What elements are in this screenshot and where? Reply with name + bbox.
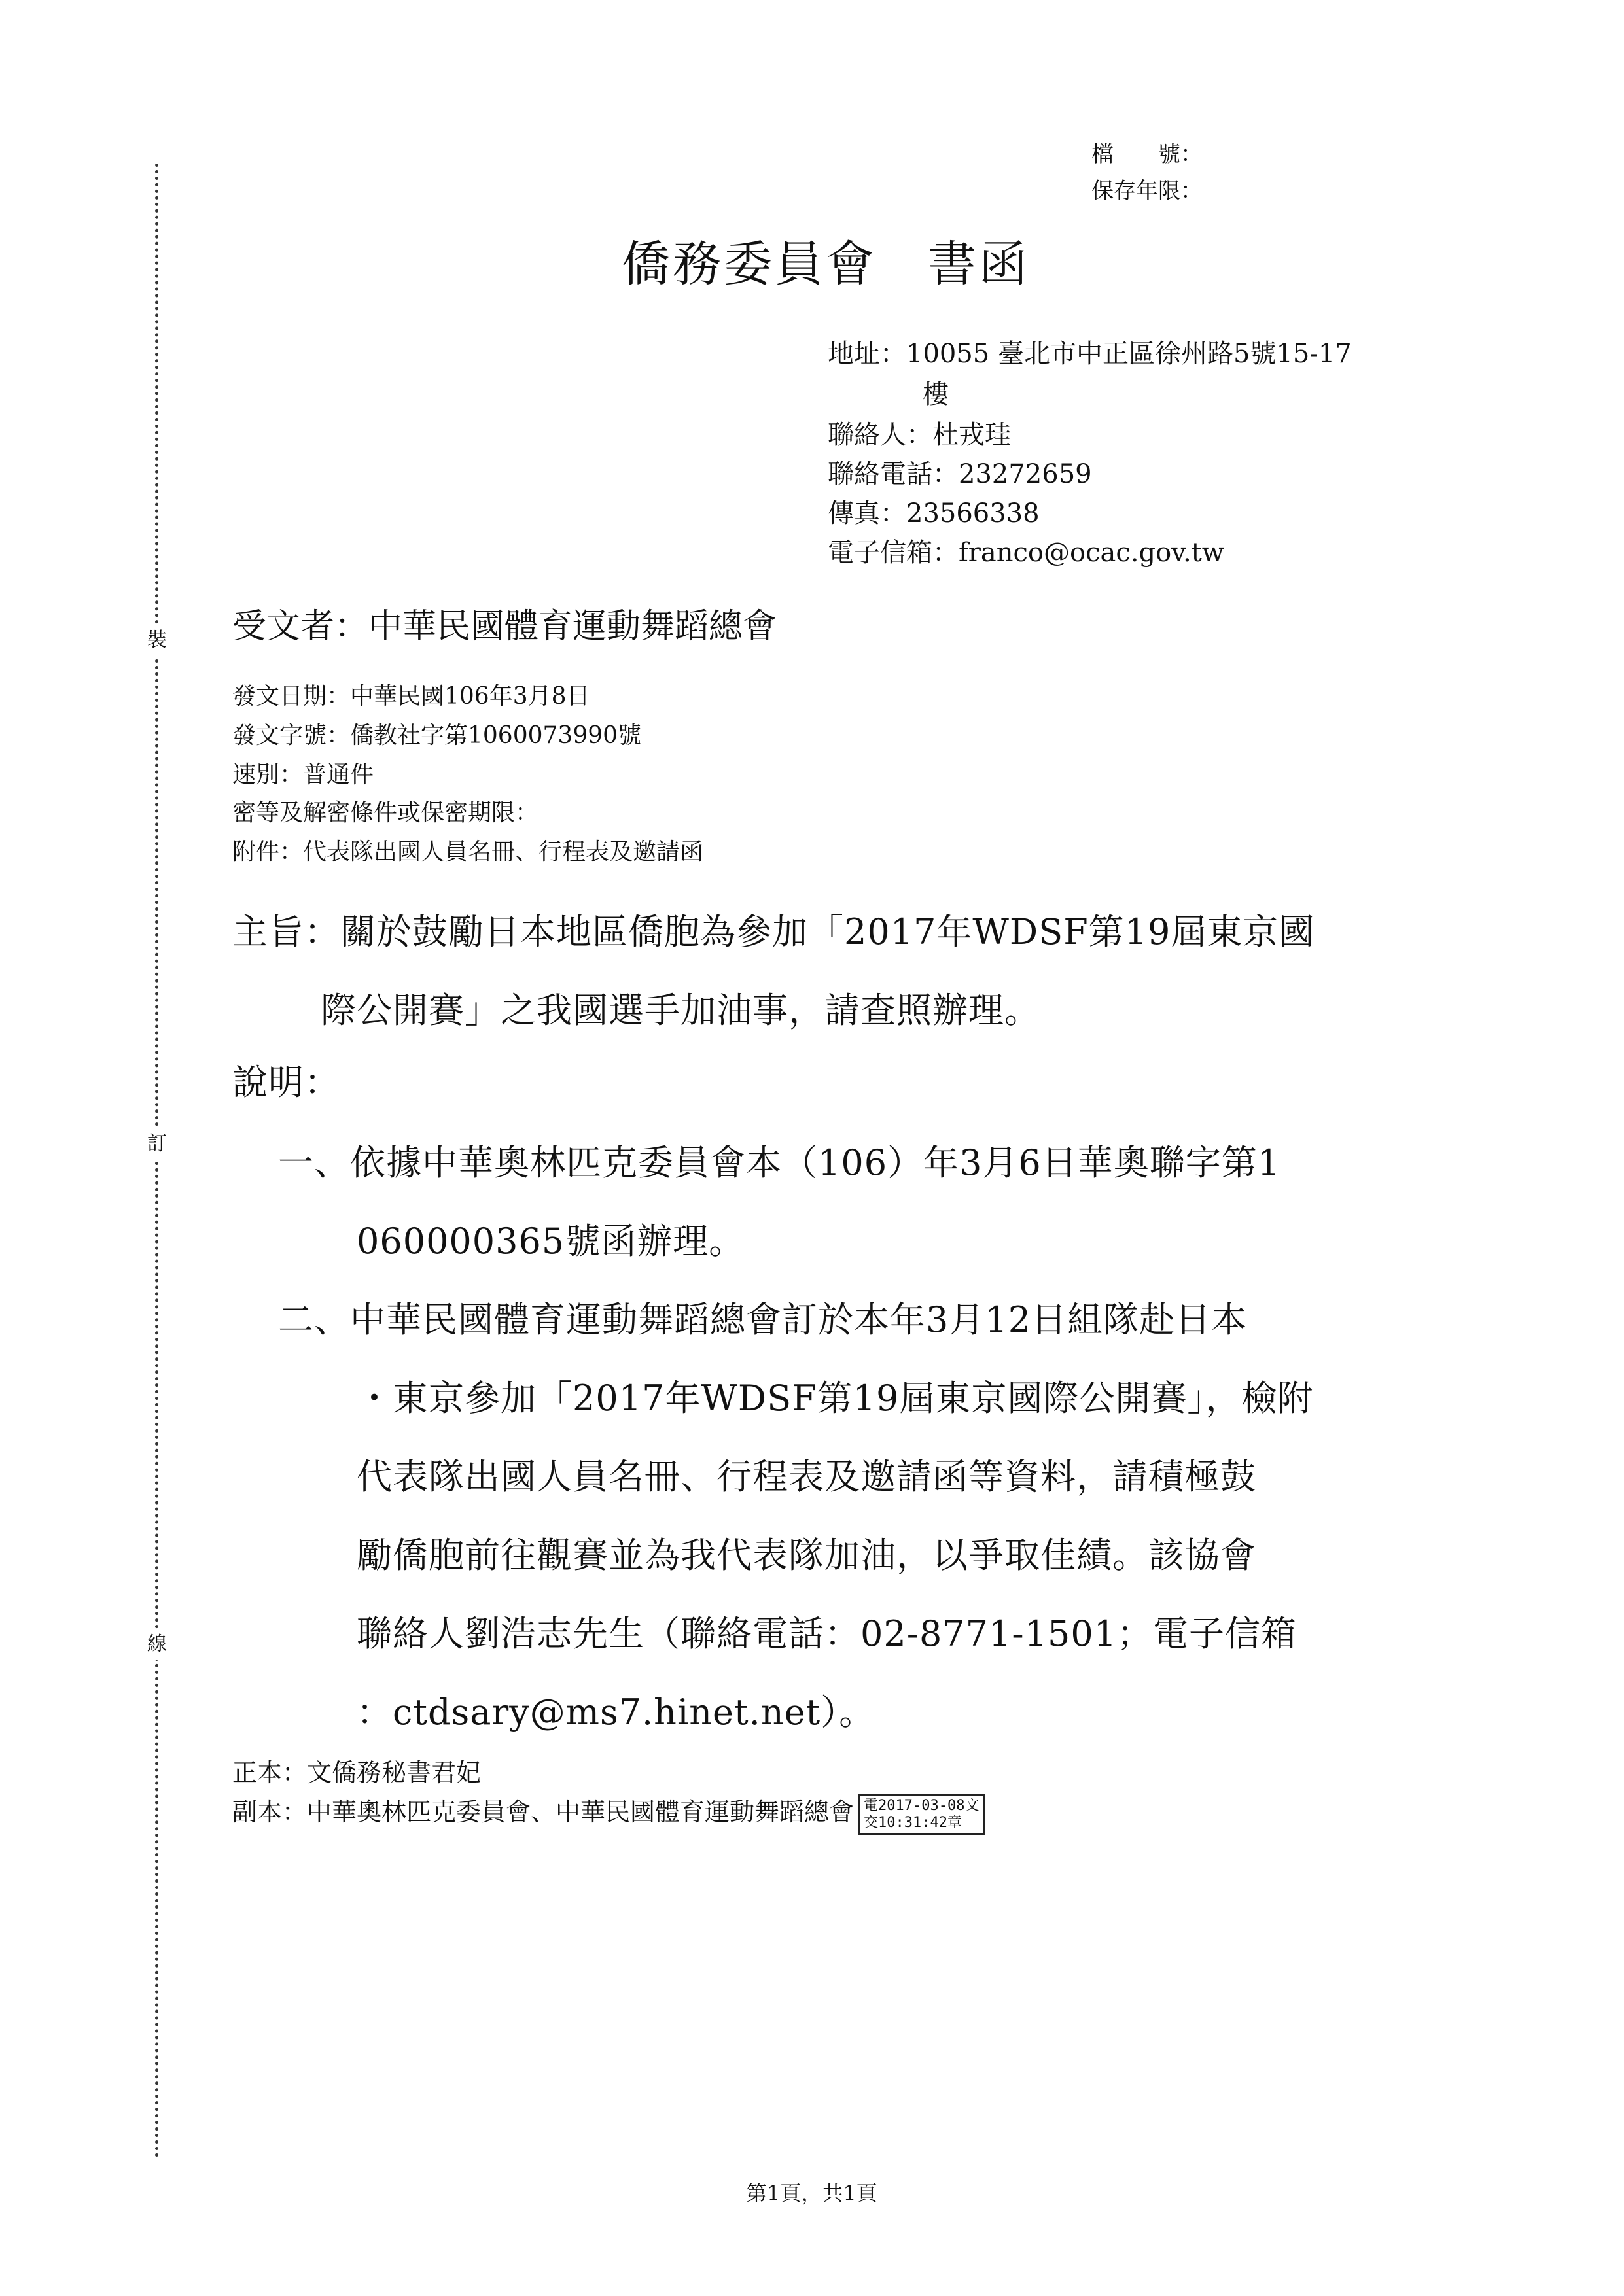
archive-retention: 保存年限： [1091,178,1203,204]
copy-recipients [232,1792,985,1835]
secrecy-level: 密等及解密條件或保密期限： [232,799,539,826]
binding-mark-xian: 線 [141,1629,173,1660]
delivery-speed: 速別：普通件 [232,761,374,788]
stamp-line1: 電2017-03-08文 [864,1797,980,1814]
explanation-item2-line6: ：ctdsary@ms7.hinet.net）。 [357,1692,875,1733]
attachment: 附件：代表隊出國人員名冊、行程表及邀請函 [232,839,704,865]
copy-recipients-text: 副本：中華奧林匹克委員會、中華民國體育運動舞蹈總會 [232,1798,855,1826]
explanation-item1-line1: 一、依據中華奧林匹克委員會本（106）年3月6日華奧聯字第1 [278,1142,1281,1183]
dispatch-stamp [858,1794,985,1835]
explanation-item2-line5: 聯絡人劉浩志先生（聯絡電話：02-8771-1501；電子信箱 [357,1613,1297,1654]
contact-fax: 傳真：23566338 [828,498,1040,529]
contact-address-line1: 地址：10055 臺北市中正區徐州路5號15-17 [828,339,1352,369]
contact-email: 電子信箱：franco@ocac.gov.tw [828,538,1225,568]
page-title: 僑務委員會 書函 [622,236,1030,292]
issue-date: 發文日期：中華民國106年3月8日 [232,683,590,710]
explanation-item1-line2: 060000365號函辦理。 [357,1221,745,1262]
contact-person: 聯絡人：杜戎珪 [828,420,1011,450]
explanation-item2-line2: ・東京參加「2017年WDSF第19屆東京國際公開賽」，檢附 [357,1378,1314,1419]
contact-phone: 聯絡電話：23272659 [828,459,1092,489]
stamp-line2: 交10:31:42章 [864,1814,962,1831]
recipient: 受文者：中華民國體育運動舞蹈總會 [232,607,777,646]
explanation-item2-line3: 代表隊出國人員名冊、行程表及邀請函等資料，請積極鼓 [357,1456,1256,1497]
binding-mark-zhuang: 裝 [141,625,173,656]
archive-file-no: 檔 號： [1091,141,1203,167]
binding-mark-ding: 訂 [141,1128,173,1160]
explanation-heading: 說明： [232,1062,340,1103]
original-recipient: 正本：文僑務秘書君妃 [232,1758,482,1787]
binding-dotted-line [155,164,158,2159]
subject-line1: 主旨：關於鼓勵日本地區僑胞為參加「2017年WDSF第19屆東京國 [232,911,1315,952]
page-number: 第1頁，共1頁 [746,2181,877,2206]
contact-address-line2: 樓 [923,379,949,409]
subject-line2: 際公開賽」之我國選手加油事，請查照辦理。 [321,990,1040,1031]
explanation-item2-line4: 勵僑胞前往觀賽並為我代表隊加油，以爭取佳績。該協會 [357,1535,1256,1576]
document-number: 發文字號：僑教社字第1060073990號 [232,722,642,749]
explanation-item2-line1: 二、中華民國體育運動舞蹈總會訂於本年3月12日組隊赴日本 [278,1299,1248,1340]
